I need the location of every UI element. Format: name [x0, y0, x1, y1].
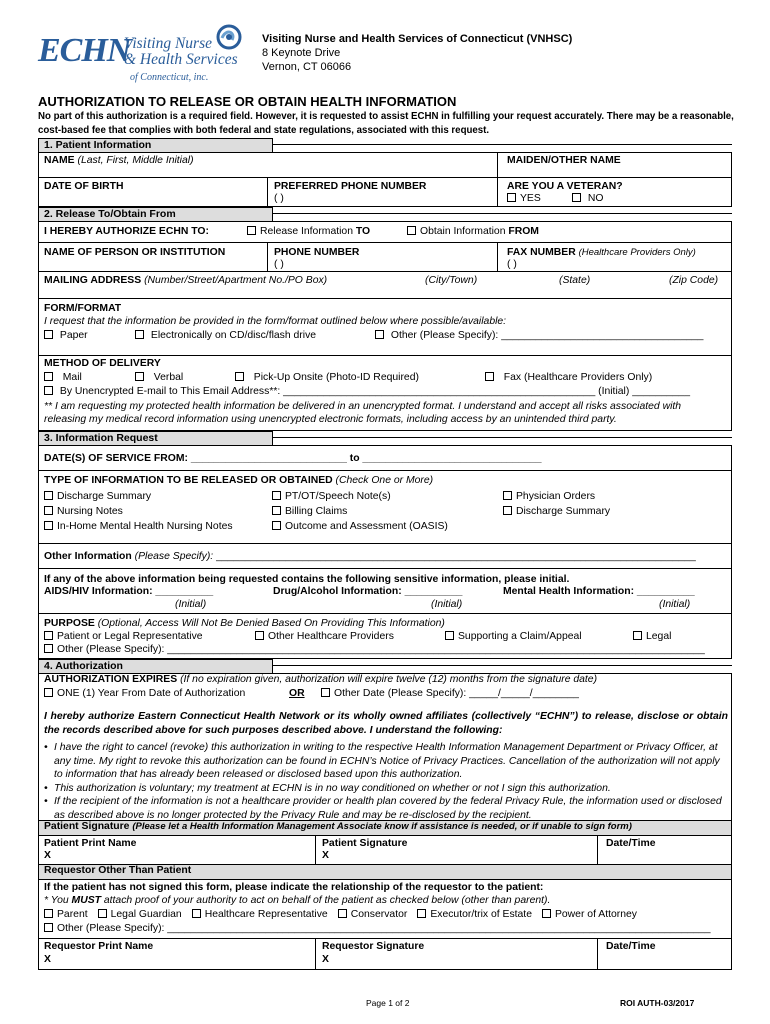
phone-field[interactable] [267, 178, 498, 206]
authorize-row [39, 222, 731, 243]
req-note-pre: * You [44, 895, 72, 906]
requestor-date-label: Date/Time [606, 941, 656, 952]
purpose-legal-label: Legal [646, 631, 672, 642]
patient-signature-label: Patient Signature [322, 838, 408, 849]
org-city: Vernon, CT 06066 [262, 61, 352, 73]
patient-print-x: X [44, 850, 51, 861]
release-to-option[interactable] [247, 226, 370, 237]
form-code: ROI AUTH-03/2017 [620, 998, 695, 1008]
checkbox-label: Discharge Summary [57, 491, 152, 502]
requestor-date-field[interactable] [597, 939, 731, 969]
purpose-providers-option[interactable] [255, 631, 394, 642]
checkbox-option[interactable] [272, 489, 448, 504]
city-hint: (City/Town) [425, 275, 478, 286]
maiden-field[interactable] [497, 153, 731, 177]
requestor-relationship-row [39, 880, 731, 939]
checkbox-option[interactable] [503, 489, 610, 504]
checkbox-icon [44, 923, 53, 932]
section-4-header [38, 659, 732, 673]
checkbox-icon [44, 330, 53, 339]
other-info-row[interactable] [39, 544, 731, 569]
checkbox-label: Executor/trix of Estate [430, 909, 532, 920]
name-label: NAME [44, 155, 75, 166]
hiv-initial-field[interactable]: AIDS/HIV Information: __________ [44, 586, 214, 597]
checkbox-option[interactable] [542, 909, 637, 920]
electronic-label: Electronically on CD/disc/flash drive [150, 330, 317, 341]
checkbox-label: Power of Attorney [554, 909, 637, 920]
checkbox-option[interactable] [338, 909, 408, 920]
logo-line-1: Visiting Nurse [124, 35, 212, 52]
checkbox-option[interactable] [192, 909, 328, 920]
checkbox-option[interactable] [503, 504, 610, 519]
checkbox-option[interactable] [44, 519, 233, 534]
release-box [38, 221, 732, 431]
patient-date-field[interactable] [597, 836, 731, 864]
other-info-label: Other Information [44, 551, 132, 562]
purpose-patient-option[interactable] [44, 631, 203, 642]
checkbox-icon [135, 330, 144, 339]
requestor-print-x: X [44, 954, 51, 965]
checkbox-option[interactable] [417, 909, 532, 920]
purpose-legal-option[interactable] [633, 631, 671, 642]
list-item: • If the recipient of the information is not a healthcare provider or health plan covered by the federal Privacy Rule, the information used or disclosed as described above is no longer protected by the Privacy Rule and may be re-disclosed by the recipient. [44, 795, 728, 822]
section-3-title: 3. Information Request [38, 431, 273, 446]
one-year-option[interactable] [44, 688, 245, 699]
checkbox-label: Outcome and Assessment (OASIS) [285, 521, 448, 532]
checkbox-label: Discharge Summary [516, 506, 611, 517]
mailing-label: MAILING ADDRESS [44, 275, 142, 286]
patient-date-label: Date/Time [606, 838, 656, 849]
checkbox-label: Legal Guardian [110, 909, 182, 920]
format-other-label: Other (Please Specify): ___________________________________ [390, 330, 704, 341]
checkbox-label: Healthcare Representative [204, 909, 328, 920]
checkbox-icon [407, 226, 416, 235]
drug-initial-field[interactable]: Drug/Alcohol Information: __________ [273, 586, 463, 597]
unencrypted-note: ** I am requesting my protected health information be delivered in an unencrypted format. I understand and accept all risks associated with releasing my medical record information using unencrypted electronic formats, including access by an unintended third party. [44, 401, 682, 425]
person-phone-paren: ( ) [274, 259, 284, 270]
checkbox-option[interactable] [44, 909, 88, 920]
checkbox-icon [98, 909, 107, 918]
type-row [39, 471, 731, 544]
obtain-from-bold: FROM [508, 226, 539, 237]
checkbox-icon [503, 506, 512, 515]
req-note-post: attach proof of your authority to act on behalf of the patient as checked below (other than parent). [100, 895, 551, 906]
fax-hint: (Healthcare Providers Only) [578, 247, 696, 258]
format-heading: FORM/FORMAT [44, 303, 122, 314]
checkbox-option[interactable] [272, 519, 448, 534]
checkbox-icon [135, 372, 144, 381]
checkbox-icon [44, 506, 53, 515]
checkbox-icon [507, 193, 516, 202]
purpose-claim-option[interactable] [445, 631, 582, 642]
dates-row[interactable] [39, 446, 731, 471]
purpose-heading: PURPOSE [44, 618, 95, 629]
patient-signature-field[interactable] [315, 836, 598, 864]
checkbox-icon [321, 688, 330, 697]
sensitive-text: If any of the above information being requested contains the following sensitive information, please initial. [44, 574, 570, 585]
checkbox-icon [44, 688, 53, 697]
patient-sig-heading: Patient Signature [44, 821, 130, 832]
bullet-redisclose: If the recipient of the information is not a healthcare provider or health plan covered by the federal Privacy Rule, the information used or disclosed as described above is no longer protected by the Privacy Rule and may be re-disclosed by the recipient. [54, 796, 722, 821]
fax-paren: ( ) [507, 259, 517, 270]
checkbox-label: Conservator [350, 909, 408, 920]
section-3-header [38, 431, 732, 445]
patient-sig-header [39, 821, 731, 836]
mail-label: Mail [62, 372, 82, 383]
understanding-list [44, 741, 728, 822]
checkbox-icon [375, 330, 384, 339]
checkbox-label: PT/OT/Speech Note(s) [285, 491, 391, 502]
mailing-hint: (Number/Street/Apartment No./PO Box) [144, 275, 328, 286]
authorization-statement: I hereby authorize Eastern Connecticut Health Network or its wholly owned affiliates (collectively “ECHN”) to release, disclose or obtain the records described above for such purposes described above. I understand the following: [44, 711, 728, 736]
patient-info-box [38, 152, 732, 207]
requestor-signature-field[interactable] [315, 939, 598, 969]
echn-logo [38, 24, 248, 86]
drug-initial-caption: (Initial) [431, 599, 463, 610]
org-address [262, 32, 572, 74]
checkbox-icon [192, 909, 201, 918]
release-to-bold: TO [355, 226, 371, 237]
expires-label: AUTHORIZATION EXPIRES [44, 674, 178, 685]
purpose-patient-label: Patient or Legal Representative [57, 631, 203, 642]
information-request-box [38, 445, 732, 659]
requestor-print-label: Requestor Print Name [44, 941, 154, 952]
name-row [39, 153, 731, 178]
checkbox-icon [445, 631, 454, 640]
checkbox-icon [272, 521, 281, 530]
checkbox-icon [542, 909, 551, 918]
checkbox-option[interactable] [44, 489, 233, 504]
type-heading: TYPE OF INFORMATION TO BE RELEASED OR OBTAINED [44, 475, 333, 486]
authorization-box [38, 673, 732, 821]
org-street: 8 Keynote Drive [262, 47, 341, 59]
paper-label: Paper [59, 330, 88, 341]
section-1-header [38, 138, 732, 152]
checkbox-icon [44, 491, 53, 500]
dob-row [39, 178, 731, 206]
no-label: NO [587, 193, 604, 204]
checkbox-label: In-Home Mental Health Nursing Notes [57, 521, 233, 532]
delivery-row [39, 356, 731, 430]
other-date-option[interactable] [321, 688, 579, 699]
dates-of-service: DATE(S) OF SERVICE FROM: ___________________________ to _______________________________ [44, 453, 542, 464]
mental-initial-field[interactable]: Mental Health Information: __________ [503, 586, 695, 597]
checkbox-icon [272, 491, 281, 500]
person-phone-label: PHONE NUMBER [274, 247, 360, 258]
section-2-title: 2. Release To/Obtain From [38, 207, 273, 222]
checkbox-icon [44, 644, 53, 653]
requestor-text: If the patient has not signed this form, please indicate the relationship of the requestor to the patient: [44, 882, 544, 893]
logo-line-3: of Connecticut, inc. [130, 72, 209, 83]
dob-label: DATE OF BIRTH [44, 181, 124, 192]
person-label: NAME OF PERSON OR INSTITUTION [44, 247, 226, 258]
mental-initial-caption: (Initial) [659, 599, 691, 610]
checkbox-option[interactable] [98, 909, 182, 920]
checkbox-label: Parent [57, 909, 88, 920]
other-info-line: ___________________________________________________________________________________ [216, 551, 696, 562]
name-field[interactable] [44, 155, 194, 166]
checkbox-option[interactable] [44, 504, 233, 519]
checkbox-icon [633, 631, 642, 640]
paper-option[interactable] [44, 330, 88, 341]
section-4-title: 4. Authorization [38, 659, 273, 674]
checkbox-icon [255, 631, 264, 640]
form-title: AUTHORIZATION TO RELEASE OR OBTAIN HEALTH INFORMATION [38, 94, 457, 109]
type-col-2 [272, 489, 448, 534]
checkbox-icon [338, 909, 347, 918]
page-header [0, 0, 770, 94]
bullet-revoke: I have the right to cancel (revoke) this authorization in writing to the respective Health Information Management Department or Privacy Officer, at any time. My right to revoke this authorization can be found in ECHN’s Notice of Privacy Practices. Cancellation of the authorization will not apply to information that has already been released or disclosed based upon this authorization. [54, 742, 720, 780]
patient-sig-row [39, 836, 731, 865]
checkbox-icon [272, 506, 281, 515]
verbal-label: Verbal [153, 372, 184, 383]
req-note-must: MUST [71, 895, 101, 906]
purpose-providers-label: Other Healthcare Providers [268, 631, 394, 642]
checkbox-icon [44, 521, 53, 530]
checkbox-icon [44, 909, 53, 918]
veteran-field [497, 178, 731, 206]
verbal-option[interactable] [135, 372, 183, 383]
checkbox-icon [417, 909, 426, 918]
type-col-3 [503, 489, 610, 519]
patient-signature-x: X [322, 850, 329, 861]
checkbox-icon [247, 226, 256, 235]
person-row [39, 243, 731, 271]
fax-field[interactable] [497, 243, 731, 271]
release-label: Release Information [260, 226, 356, 237]
expires-hint: (If no expiration given, authorization will expire twelve (12) months from the signature date) [180, 674, 598, 685]
purpose-other-option[interactable] [44, 644, 705, 655]
state-hint: (State) [559, 275, 591, 286]
zip-hint: (Zip Code) [669, 275, 719, 286]
mailing-row[interactable] [39, 271, 731, 299]
logo-tagline [124, 36, 238, 68]
purpose-claim-label: Supporting a Claim/Appeal [458, 631, 582, 642]
maiden-label: MAIDEN/OTHER NAME [507, 155, 621, 166]
checkbox-icon [235, 372, 244, 381]
requestor-signature-label: Requestor Signature [322, 941, 425, 952]
obtain-from-option[interactable] [407, 226, 539, 237]
pickup-option[interactable] [235, 372, 419, 383]
mail-option[interactable] [44, 372, 82, 383]
signature-box [38, 821, 732, 970]
patient-print-field[interactable] [39, 836, 315, 864]
obtain-label: Obtain Information [420, 226, 509, 237]
requestor-print-field[interactable] [39, 939, 315, 969]
hiv-initial-caption: (Initial) [175, 599, 207, 610]
email-label: By Unencrypted E-mail to This Email Address**: ______________________________________________________ (Initial) __________ [59, 386, 690, 397]
phone-paren: ( ) [274, 193, 284, 204]
format-text: I request that the information be provided in the form/format outlined below where possible/available: [44, 316, 507, 327]
bullet-voluntary: This authorization is voluntary; my treatment at ECHN is in no way conditioned on whether or not I sign this authorization. [54, 782, 611, 794]
other-info-hint: (Please Specify): [134, 551, 214, 562]
requestor-heading: Requestor Other Than Patient [44, 865, 192, 876]
purpose-other-label: Other (Please Specify): _____________________________________________________________________________________________ [57, 644, 705, 655]
authorize-label: I HEREBY AUTHORIZE ECHN TO: [44, 226, 209, 237]
list-item: • This authorization is voluntary; my treatment at ECHN is in no way conditioned on whether or not I sign this authorization. [44, 782, 611, 794]
checkbox-icon [572, 193, 581, 202]
person-phone-field[interactable] [267, 243, 498, 271]
fax-label: FAX NUMBER [507, 247, 576, 258]
one-year-label: ONE (1) Year From Date of Authorization [57, 688, 246, 699]
patient-print-label: Patient Print Name [44, 838, 137, 849]
format-row [39, 299, 731, 356]
email-option[interactable] [44, 386, 690, 397]
veteran-yes[interactable] [507, 193, 541, 204]
page-number: Page 1 of 2 [366, 998, 410, 1008]
pickup-label: Pick-Up Onsite (Photo-ID Required) [253, 372, 419, 383]
relationship-other-option[interactable] [44, 923, 711, 934]
form-body [38, 138, 732, 970]
other-date-label: Other Date (Please Specify): _____/_____/________ [334, 688, 579, 699]
section-2-header [38, 207, 732, 221]
checkbox-label: Nursing Notes [57, 506, 123, 517]
logo-echn-text: ECHN [38, 32, 131, 69]
delivery-heading: METHOD OF DELIVERY [44, 358, 161, 369]
checkbox-icon [485, 372, 494, 381]
format-other-option[interactable] [375, 330, 703, 341]
yes-label: YES [520, 193, 541, 204]
relationship-options [44, 909, 728, 920]
checkbox-label: Billing Claims [285, 506, 348, 517]
type-col-1 [44, 489, 233, 534]
patient-sig-hint: (Please let a Health Information Management Associate know if assistance is needed, or if unable to sign form) [132, 821, 632, 832]
list-item: • I have the right to cancel (revoke) this authorization in writing to the respective Health Information Management Department or Privacy Officer, at any time. My right to revoke this authorization can be found in ECHN’s Notice of Privacy Practices. Cancellation of the authorization will not apply to information that has already been released or disclosed based upon this authorization. [44, 741, 728, 782]
requestor-header [39, 865, 731, 880]
org-name: Visiting Nurse and Health Services of Connecticut (VNHSC) [262, 33, 573, 45]
checkbox-icon [44, 631, 53, 640]
form-intro: No part of this authorization is a required field. However, it is requested to assist ECHN in fulfilling your request accurately. There may be a reasonable, cost-based fee that complies with both federal and state regulations, associated with this request. [38, 111, 734, 136]
sensitive-row [39, 569, 731, 614]
or-label: OR [289, 688, 305, 699]
purpose-hint: (Optional, Access Will Not Be Denied Based On Providing This Information) [97, 618, 445, 629]
type-hint: (Check One or More) [335, 475, 434, 486]
checkbox-label: Physician Orders [516, 491, 596, 502]
requestor-signature-x: X [322, 954, 329, 965]
purpose-row [39, 614, 731, 658]
fax-option[interactable] [485, 372, 652, 383]
logo-line-2: & Health Services [124, 51, 238, 68]
veteran-label: ARE YOU A VETERAN? [507, 181, 623, 192]
checkbox-icon [503, 491, 512, 500]
name-hint: (Last, First, Middle Initial) [77, 155, 194, 166]
section-1-title: 1. Patient Information [38, 138, 273, 153]
checkbox-icon [44, 372, 53, 381]
fax-option-label: Fax (Healthcare Providers Only) [503, 372, 653, 383]
veteran-no[interactable] [572, 193, 603, 204]
electronic-option[interactable] [135, 330, 316, 341]
checkbox-option[interactable] [272, 504, 448, 519]
relationship-other-label: Other (Please Specify): ______________________________________________________________________________________________ [57, 923, 711, 934]
phone-label: PREFERRED PHONE NUMBER [274, 181, 427, 192]
requestor-sig-row [39, 939, 731, 969]
checkbox-icon [44, 386, 53, 395]
